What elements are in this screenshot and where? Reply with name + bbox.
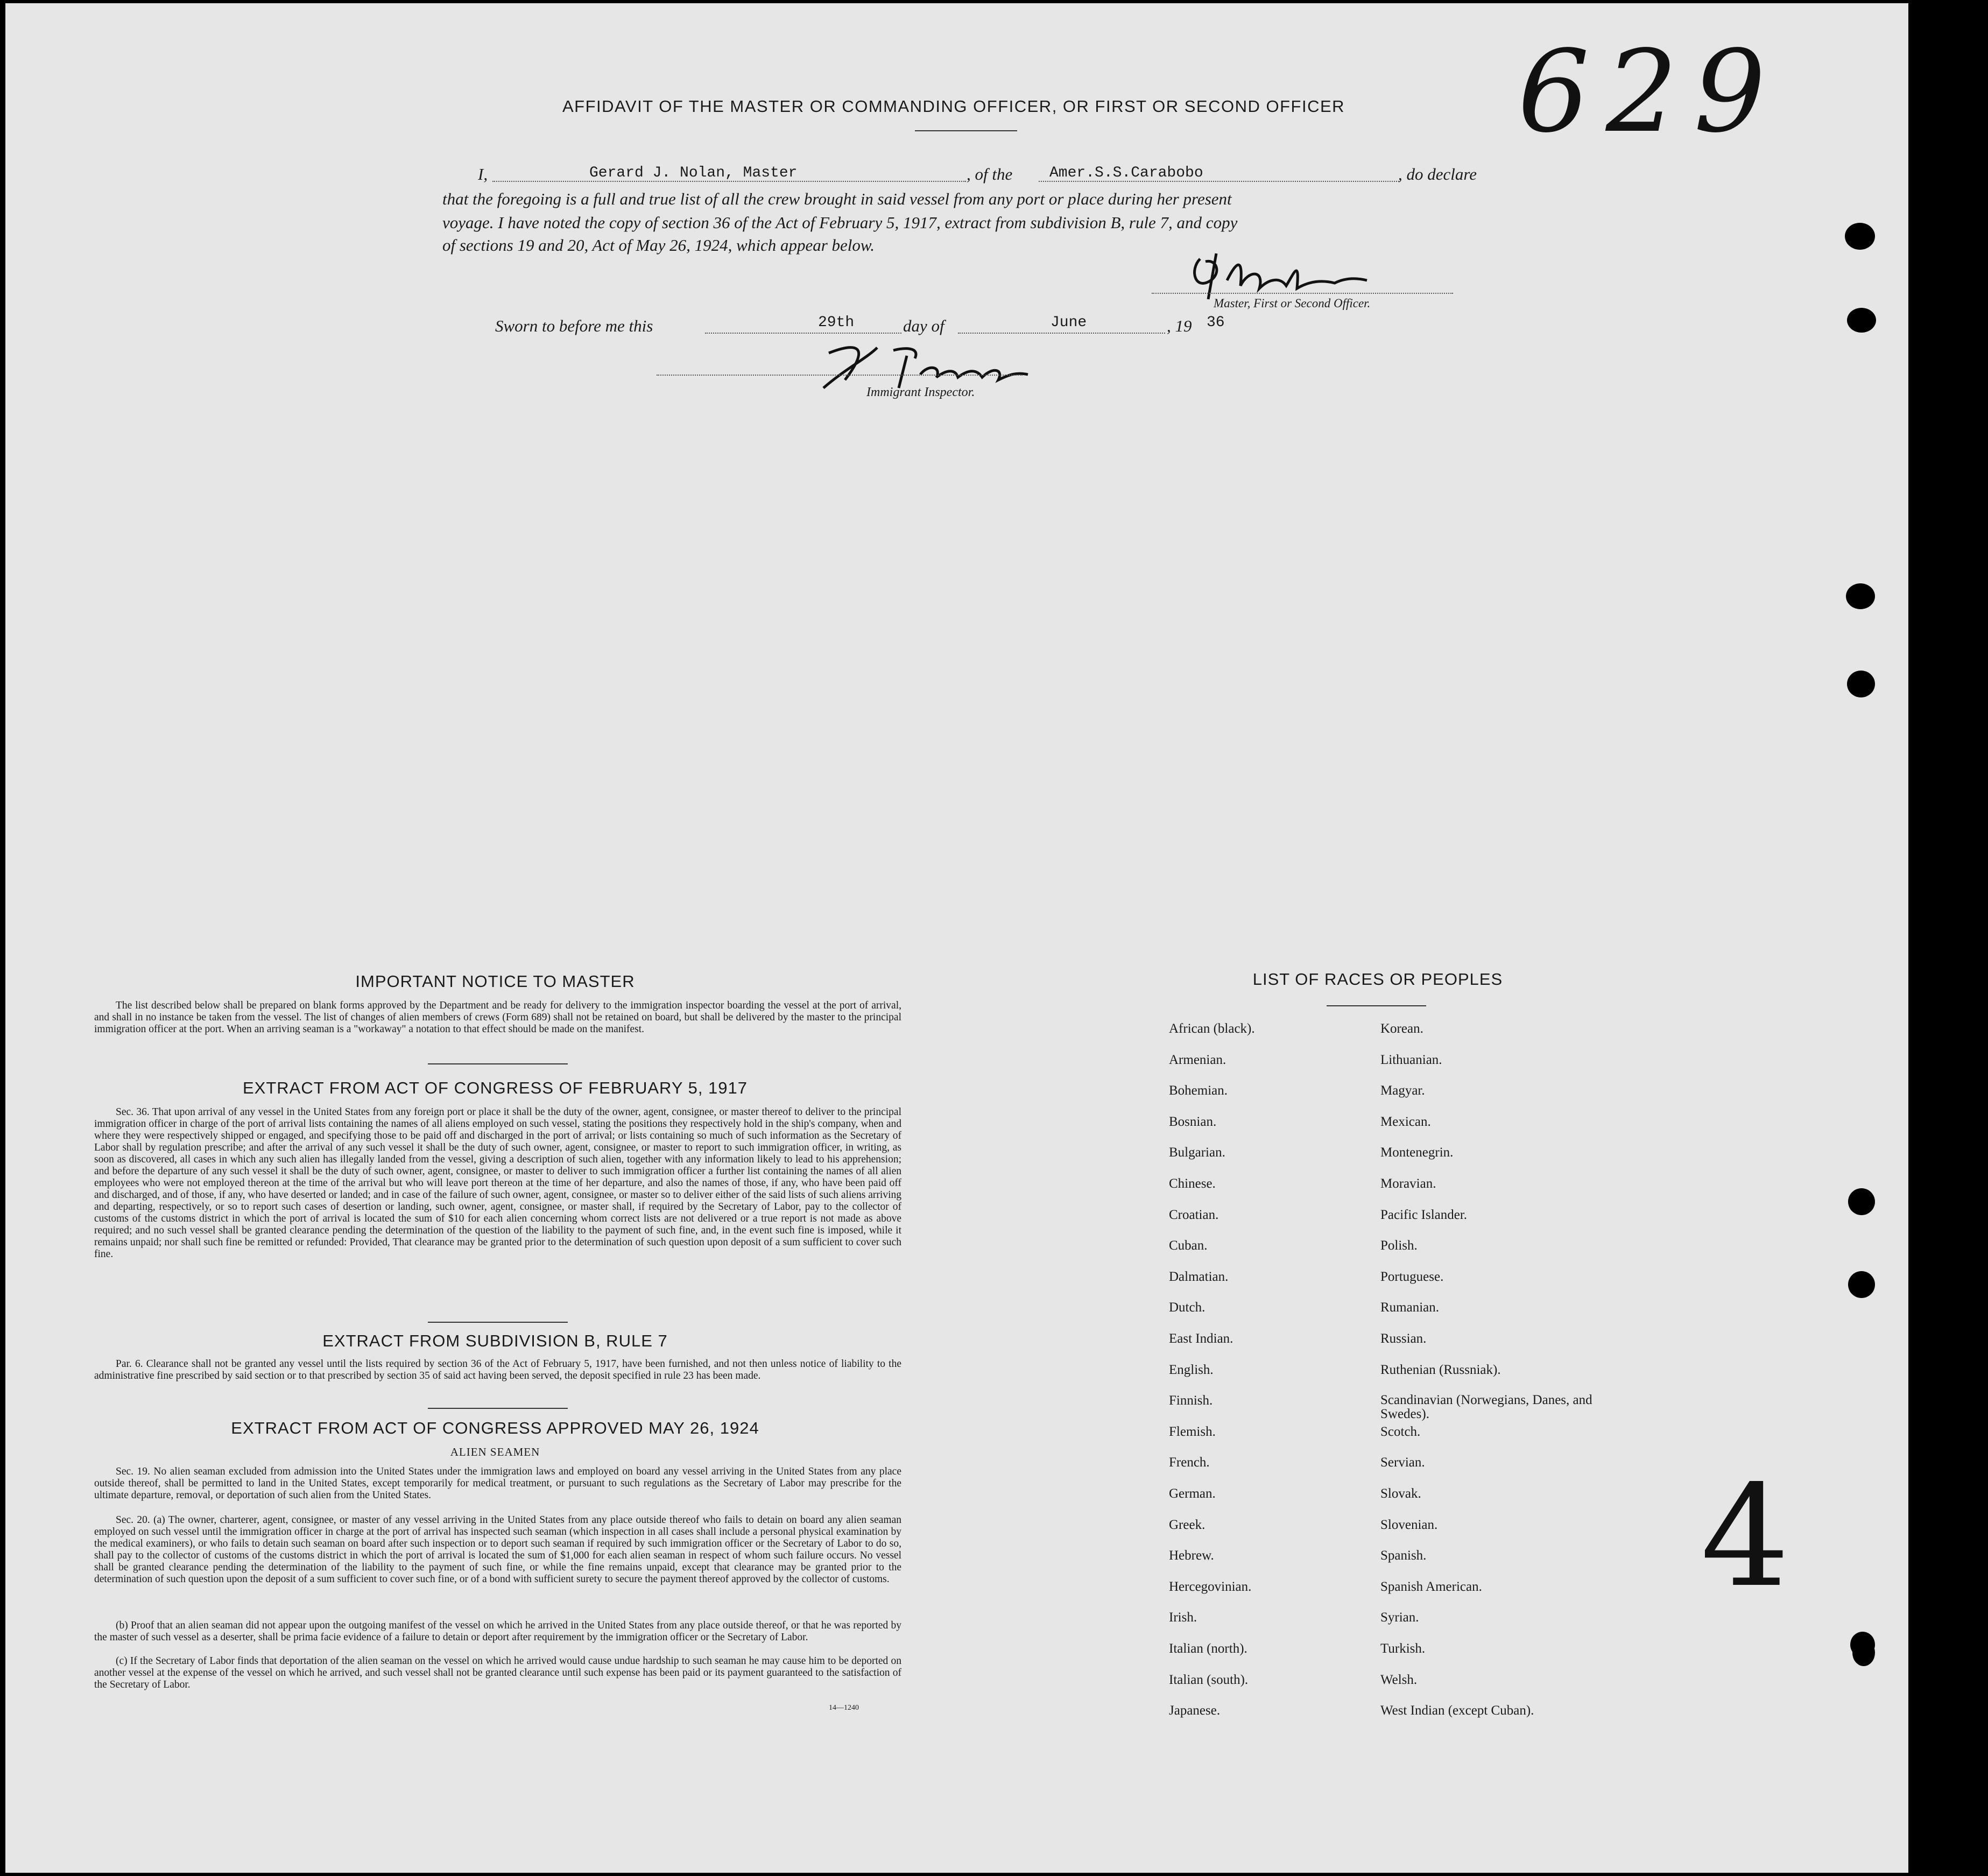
day-field-line bbox=[705, 333, 901, 334]
affidavit-i-label: I, bbox=[478, 165, 488, 184]
binder-hole bbox=[1848, 1188, 1875, 1215]
affidavit-line-3: voyage. I have noted the copy of section 36 of the Act of February 5, 1917, extract from subdivision B, rule 7, and copy bbox=[442, 213, 1238, 232]
month-field-line bbox=[958, 333, 1165, 334]
master-name-field: Gerard J. Nolan, Master bbox=[589, 165, 798, 181]
handwritten-page-number: 629 bbox=[1518, 26, 1782, 158]
month-field: June bbox=[1051, 314, 1087, 331]
rule7-text: Par. 6. Clearance shall not be granted any vessel until the lists required by section 36 of the Act of February 5, 1917, have been furnished, and not then unless notice of liability to the administrative fine prescribed by said section or to that prescribed by section 35 of said act having been served, the deposit specified in rule 23 has been made. bbox=[94, 1358, 901, 1381]
extract-1917-title: EXTRACT FROM ACT OF CONGRESS OF FEBRUARY 5, 1917 bbox=[242, 1078, 748, 1097]
race-list-item: West Indian (except Cuban). bbox=[1380, 1703, 1534, 1718]
extract-1917-text: Sec. 36. That upon arrival of any vessel in the United States from any foreign port or place it shall be the duty of the owner, agent, consignee, or master thereof to deliver to the principal immigration officer in charge of the port of arrival lists containing the names of all aliens employed on such vessel, stating the positions they respectively hold in the ship's company, when and where they were respectively shipped or engaged, and specifying those to be paid off and discharged in the port of arrival; or lists containing so much of such information as the Secretary of Labor shall by regulation prescribe; and after the arrival of any such vessel it shall be the duty of such owner, agent, consignee, or master to report to such immigration officer, in writing, as soon as discovered, all cases in which any such alien has illegally landed from the vessel, giving a description of such alien, together with any information likely to lead to his apprehension; and before the departure of any such vessel it shall be the duty of such owner, agent, consignee, or master to deliver to such immigration officer a further list containing the names of all alien employees who were not employed thereon at the time of the arrival but who will leave port thereon at the time of her departure, and also the names of those, if any, who have been paid off and discharged, and of those, if any, who have deserted or landed; and in case of the failure of such owner, agent, consignee, or master so to deliver either of the said lists of such aliens arriving and departing, respectively, or so to report such cases of desertion or landing, such owner, agent, consignee, or master shall, if required by the Secretary of Labor, pay to the collector of customs of the customs district in which the port of arrival is located the sum of $10 for each alien concerning whom correct lists are not delivered or a true report is not made as above required; and no such vessel shall be granted clearance pending the determination of the question of the liability to the payment of such fine, and, in the event such fine is imposed, while it remains unpaid; nor shall such fine be remitted or refunded: Provided, That clearance may be granted prior to the determination of such question upon deposit of a sum sufficient to cover such fine. bbox=[94, 1106, 901, 1260]
sec20b-text: (b) Proof that an alien seaman did not appear upon the outgoing manifest of the vessel on which he arrived in the United States from any place outside thereof, or that he was reported by the master of such vessel as a deserter, shall be prima facie evidence of a failure to detain or deport after requirement by the immigration officer or the Secretary of Labor. bbox=[94, 1620, 901, 1643]
race-list-item: Spanish American. bbox=[1380, 1579, 1482, 1594]
race-list-item: Bulgarian. bbox=[1169, 1145, 1225, 1160]
race-list-item: Servian. bbox=[1380, 1455, 1425, 1470]
race-list-item: English. bbox=[1169, 1362, 1214, 1377]
notice-divider bbox=[428, 1063, 568, 1064]
race-list-item: Mexican. bbox=[1380, 1114, 1431, 1129]
race-list-item: Rumanian. bbox=[1380, 1300, 1440, 1315]
form-number: 14—1240 bbox=[829, 1704, 859, 1712]
extract-1924-title: EXTRACT FROM ACT OF CONGRESS APPROVED MAY 26, 1924 bbox=[231, 1419, 759, 1437]
race-list-item: Welsh. bbox=[1380, 1672, 1418, 1687]
affidavit-line-2: that the foregoing is a full and true list of all the crew brought in said vessel from any port or place during her present bbox=[442, 189, 1232, 208]
race-list-item: Greek. bbox=[1169, 1517, 1206, 1532]
sworn-label: Sworn to before me this bbox=[495, 316, 653, 335]
race-list-item: Italian (south). bbox=[1169, 1672, 1249, 1687]
day-field: 29th bbox=[818, 314, 855, 331]
race-list-item: Polish. bbox=[1380, 1238, 1418, 1253]
race-list-item: Lithuanian. bbox=[1380, 1052, 1442, 1067]
title-divider bbox=[915, 130, 1017, 131]
binder-hole bbox=[1847, 671, 1875, 697]
race-list-item: Chinese. bbox=[1169, 1176, 1216, 1191]
affidavit-title: AFFIDAVIT OF THE MASTER OR COMMANDING OFFICER, OR FIRST OR SECOND OFFICER bbox=[562, 97, 1345, 116]
race-list-item: Italian (north). bbox=[1169, 1641, 1247, 1656]
race-list-item: Armenian. bbox=[1169, 1052, 1226, 1067]
race-list-item: Moravian. bbox=[1380, 1176, 1436, 1191]
rule7-title: EXTRACT FROM SUBDIVISION B, RULE 7 bbox=[322, 1331, 668, 1350]
race-list-item: Korean. bbox=[1380, 1021, 1423, 1036]
race-list-item: Slovak. bbox=[1380, 1486, 1421, 1501]
rule7-divider bbox=[428, 1408, 568, 1409]
binder-hole bbox=[1852, 1639, 1875, 1666]
races-title: LIST OF RACES OR PEOPLES bbox=[1252, 970, 1503, 989]
race-list-item: Finnish. bbox=[1169, 1393, 1213, 1408]
race-list-item: Flemish. bbox=[1169, 1424, 1216, 1439]
race-list-item: German. bbox=[1169, 1486, 1216, 1501]
extract-1917-divider bbox=[428, 1322, 568, 1323]
binder-hole bbox=[1846, 583, 1875, 609]
race-list-item: Ruthenian (Russniak). bbox=[1380, 1362, 1501, 1377]
race-list-item: Hercegovinian. bbox=[1169, 1579, 1252, 1594]
race-list-item: Scotch. bbox=[1380, 1424, 1421, 1439]
race-list-item: Montenegrin. bbox=[1380, 1145, 1454, 1160]
race-list-item: Pacific Islander. bbox=[1380, 1207, 1468, 1222]
race-list-item: Magyar. bbox=[1380, 1083, 1425, 1098]
race-list-item: Dutch. bbox=[1169, 1300, 1206, 1315]
notice-text: The list described below shall be prepared on blank forms approved by the Department and be ready for delivery to the immigration inspector boarding the vessel at the port of arrival, and shall in no instance be taken from the vessel. The list of changes of alien members of crews (Form 689) shall not be retained on board, but shall be delivered by the master to the principal immigration officer at the port. When an arriving seaman is a "workaway" a notation to that effect should be made on the manifest. bbox=[94, 1000, 901, 1035]
race-list-item: Syrian. bbox=[1380, 1610, 1419, 1625]
binder-hole bbox=[1847, 308, 1876, 333]
race-list-item: Russian. bbox=[1380, 1331, 1427, 1346]
sec19-text: Sec. 19. No alien seaman excluded from admission into the United States under the immigration laws and employed on board any vessel arriving in the United States from any place outside thereof, shall be permitted to land in the United States, except temporarily for medical treatment, or pursuant to such regulations as the Secretary of Labor may prescribe for the ultimate departure, removal, or deportation of such alien from the United States. bbox=[94, 1466, 901, 1501]
notice-title: IMPORTANT NOTICE TO MASTER bbox=[355, 972, 635, 991]
race-list-item: East Indian. bbox=[1169, 1331, 1233, 1346]
race-list-item: Portuguese. bbox=[1380, 1269, 1444, 1284]
race-list-item: Slovenian. bbox=[1380, 1517, 1438, 1532]
year-prefix: , 19 bbox=[1167, 316, 1192, 335]
day-of-label: day of bbox=[903, 316, 944, 335]
race-list-item: French. bbox=[1169, 1455, 1210, 1470]
race-list-item: Irish. bbox=[1169, 1610, 1197, 1625]
alien-seamen-subtitle: ALIEN SEAMEN bbox=[450, 1445, 540, 1458]
year-field: 36 bbox=[1207, 314, 1225, 331]
race-list-item: Croatian. bbox=[1169, 1207, 1219, 1222]
race-list-item: Bohemian. bbox=[1169, 1083, 1228, 1098]
race-list-item: Dalmatian. bbox=[1169, 1269, 1229, 1284]
races-divider bbox=[1327, 1005, 1426, 1006]
race-list-item: Japanese. bbox=[1169, 1703, 1221, 1718]
race-list-item: Cuban. bbox=[1169, 1238, 1208, 1253]
race-list-item: Turkish. bbox=[1380, 1641, 1426, 1656]
master-signature-line bbox=[1152, 293, 1453, 294]
binder-hole bbox=[1845, 223, 1875, 250]
sec20c-text: (c) If the Secretary of Labor finds that deportation of the alien seaman on the vessel on which he arrived would cause undue hardship to such seaman he may cause him to be deported on another vessel at the expense of the vessel on which he arrived, and such vessel shall not be granted clearance until such expense has been paid or its payment guaranteed to the satisfaction of the Secretary of Labor. bbox=[94, 1655, 901, 1690]
race-list-item: Spanish. bbox=[1380, 1548, 1427, 1563]
race-list-item: Hebrew. bbox=[1169, 1548, 1214, 1563]
do-declare-label: , do declare bbox=[1398, 165, 1477, 184]
vessel-name-field: Amer.S.S.Carabobo bbox=[1049, 165, 1203, 181]
master-caption: Master, First or Second Officer. bbox=[1214, 297, 1371, 310]
sec20a-text: Sec. 20. (a) The owner, charterer, agent, consignee, or master of any vessel arriving in the United States from any place outside thereof who fails to detain on board any alien seaman employed on such vessel until the immigration officer in charge at the port of arrival has inspected such seaman (which inspection in all cases shall include a personal physical examination by the medical examiners), or who fails to detain such seaman on board after such inspection or to deport such seaman if required by such immigration officer or the Secretary of Labor to do so, shall pay to the collector of customs of the customs district in which the port of arrival is located the sum of $1,000 for each alien seaman in respect of whom such failure occurs. No vessel shall be granted clearance pending the determination of the liability to the payment of such fine, or while the fine remains unpaid, except that clearance may be granted prior to the determination of such question upon the deposit of a sum sufficient to cover such fine, or of a bond with sufficient surety to secure the payment thereof approved by the collector of customs. bbox=[94, 1514, 901, 1585]
race-list-item: African (black). bbox=[1169, 1021, 1255, 1036]
inspector-caption: Immigrant Inspector. bbox=[866, 385, 975, 399]
race-list-item: Scandinavian (Norwegians, Danes, and Swedes). bbox=[1380, 1393, 1592, 1422]
of-the-label: , of the bbox=[967, 165, 1013, 184]
affidavit-line-4: of sections 19 and 20, Act of May 26, 1924, which appear below. bbox=[442, 236, 875, 255]
document-page bbox=[5, 3, 1908, 1873]
handwritten-corner-mark: 4 bbox=[1701, 1456, 1790, 1618]
inspector-signature-line bbox=[657, 375, 1023, 376]
race-list-item: Bosnian. bbox=[1169, 1114, 1217, 1129]
binder-hole bbox=[1848, 1271, 1875, 1298]
